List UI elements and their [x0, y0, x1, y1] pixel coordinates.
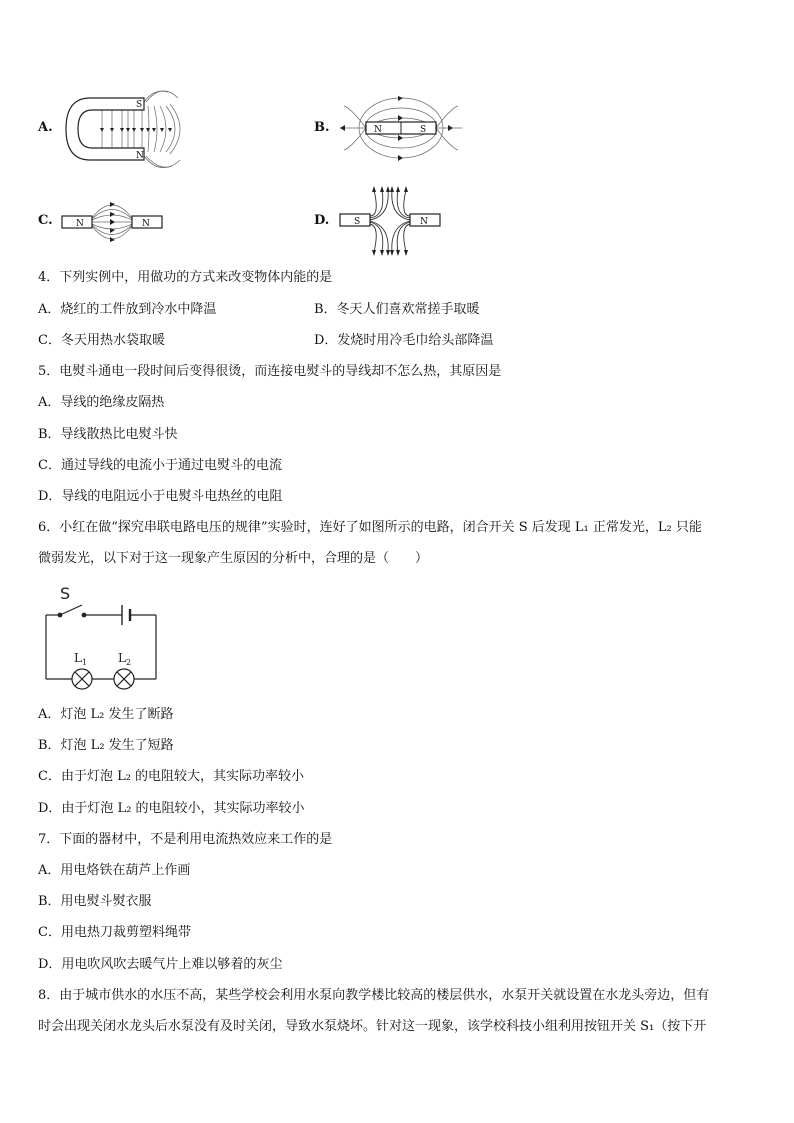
option-label-b: B. — [314, 120, 330, 135]
question-8-line1: 8．由于城市供水的水压不高，某些学校会利用水泵向教学楼比较高的楼层供水，水泵开关就设置在水龙头旁边，但有 — [38, 988, 710, 1003]
lamp1-subscript: 1 — [81, 658, 88, 667]
question-5-option-c: C．通过导线的电流小于通过电熨斗的电流 — [38, 458, 282, 473]
question-5-option-d: D．导线的电阻远小于电熨斗电热丝的电阻 — [38, 489, 283, 504]
pole-label-n: N — [420, 217, 428, 227]
question-7-option-b: B．用电熨斗熨衣服 — [38, 894, 152, 909]
question-4-option-a: A．烧红的工件放到冷水中降温 — [38, 302, 217, 317]
question-5-option-b: B．导线散热比电熨斗快 — [38, 427, 178, 442]
pole-label-n: N — [76, 219, 84, 229]
pole-label-n: N — [374, 125, 382, 135]
svg-text:L2 — [118, 651, 131, 667]
lamp1-label: L — [74, 651, 82, 665]
pole-label-s: S — [136, 100, 143, 110]
question-4-option-c: C．冬天用热水袋取暖 — [38, 333, 165, 348]
question-7-stem: 7．下面的器材中，不是利用电流热效应来工作的是 — [38, 832, 333, 847]
question-6-option-d: D．由于灯泡 L₂ 的电阻较小，其实际功率较小 — [38, 801, 305, 816]
question-5-option-a: A．导线的绝缘皮隔热 — [38, 395, 165, 410]
question-7-option-d: D．用电吹风吹去暖气片上难以够着的灰尘 — [38, 957, 283, 972]
switch-label: S — [60, 584, 71, 603]
like-poles-n-n-field-figure — [62, 192, 162, 252]
series-circuit-diagram — [44, 583, 160, 689]
question-7-option-a: A．用电烙铁在葫芦上作画 — [38, 863, 191, 878]
svg-text:L1 — [74, 651, 87, 667]
question-6-option-a: A．灯泡 L₂ 发生了断路 — [38, 707, 174, 722]
question-8-line2: 时会出现关闭水龙头后水泵没有及时关闭，导致水泵烧坏。针对这一现象，该学校科技小组利用按钮开关 S₁（按下开 — [38, 1019, 707, 1034]
question-4-option-b: B．冬天人们喜欢常搓手取暖 — [314, 302, 480, 317]
question-5-stem: 5．电熨斗通电一段时间后变得很烫，而连接电熨斗的导线却不怎么热，其原因是 — [38, 364, 502, 379]
pole-label-n: N — [136, 151, 144, 161]
question-6-stem-line1: 6．小红在做“探究串联电路电压的规律”实验时，连好了如图所示的电路，闭合开关 S 后发现 L₁ 正常发光，L₂ 只能 — [38, 520, 702, 535]
pole-label-s: S — [420, 125, 427, 135]
question-6-option-c: C．由于灯泡 L₂ 的电阻较大，其实际功率较小 — [38, 769, 305, 784]
question-6-stem-line2: 微弱发光，以下对于这一现象产生原因的分析中，合理的是（ ） — [38, 551, 429, 566]
pole-label-s: S — [354, 217, 361, 227]
question-7-option-c: C．用电热刀裁剪塑料绳带 — [38, 925, 191, 940]
lamp2-label: L — [118, 651, 126, 665]
pole-label-n: N — [142, 219, 150, 229]
horseshoe-magnet-field-figure — [62, 84, 192, 174]
poles-s-n-field-figure — [340, 186, 440, 256]
bar-magnet-field-figure — [336, 88, 466, 168]
option-label-c: C. — [38, 213, 53, 228]
question-4-option-d: D．发烧时用冷毛巾给头部降温 — [314, 333, 494, 348]
option-label-d: D. — [314, 213, 330, 228]
option-label-a: A. — [38, 120, 53, 135]
question-6-option-b: B．灯泡 L₂ 发生了短路 — [38, 738, 174, 753]
question-4-stem: 4．下列实例中，用做功的方式来改变物体内能的是 — [38, 270, 333, 285]
lamp2-subscript: 2 — [125, 658, 132, 667]
